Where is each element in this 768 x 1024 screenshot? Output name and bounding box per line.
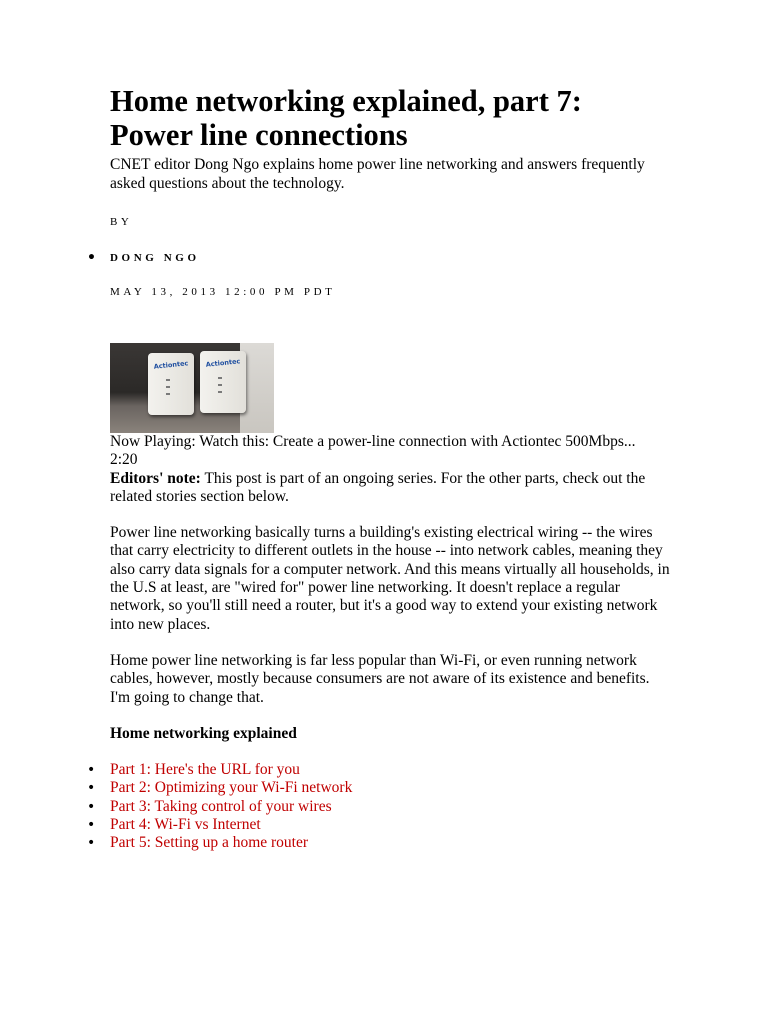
article-dek: CNET editor Dong Ngo explains home power line networking and answers frequently asked questions about the technology. bbox=[110, 156, 645, 192]
list-item bbox=[87, 834, 670, 852]
device-logo: Actiontec bbox=[153, 359, 189, 371]
editors-note bbox=[110, 470, 670, 507]
device-logo: Actiontec bbox=[205, 357, 241, 369]
publish-date: MAY 13, 2013 12:00 PM PDT bbox=[110, 286, 336, 298]
author-list-item bbox=[87, 250, 670, 266]
series-link-part-5[interactable]: Part 5: Setting up a home router bbox=[110, 834, 309, 852]
video-thumbnail[interactable] bbox=[110, 343, 274, 433]
title-line-1: Home networking explained, part 7: bbox=[110, 84, 582, 118]
body-paragraph: Power line networking basically turns a building's existing electrical wiring -- the wires that carry electricity to different outlets in the house -- into network cables, meaning they also carry data signals for a computer network. And this means virtually all households, in the U.S at least, are "wired for" power line networking. It doesn't replace a regular network, so you'll still need a router, but it's a good way to extend your existing network into new places. bbox=[110, 524, 670, 633]
series-heading: Home networking explained bbox=[110, 724, 297, 742]
video-duration: 2:20 bbox=[110, 451, 138, 469]
article-title bbox=[110, 84, 670, 152]
now-playing-caption[interactable]: Now Playing: Watch this: Create a power-line connection with Actiontec 500Mbps... bbox=[110, 433, 636, 450]
byline-label: BY bbox=[110, 216, 133, 228]
author-name[interactable]: DONG NGO bbox=[110, 252, 200, 264]
bullet-icon: • bbox=[87, 798, 96, 815]
list-item bbox=[87, 816, 670, 834]
powerline-adapter-image bbox=[148, 353, 194, 415]
series-link-part-1[interactable]: Part 1: Here's the URL for you bbox=[110, 761, 300, 779]
article bbox=[87, 84, 670, 853]
title-line-2: Power line connections bbox=[110, 118, 408, 152]
series-link-part-3[interactable]: Part 3: Taking control of your wires bbox=[110, 797, 332, 815]
bullet-icon: • bbox=[87, 835, 96, 852]
bullet-icon: • bbox=[87, 780, 96, 797]
bullet-icon: • bbox=[87, 817, 96, 834]
series-link-part-4[interactable]: Part 4: Wi-Fi vs Internet bbox=[110, 816, 261, 834]
powerline-adapter-image bbox=[200, 351, 246, 413]
body-paragraph: Home power line networking is far less popular than Wi-Fi, or even running network cables, however, mostly because consumers are not aware of its existence and benefits. I'm going to change that. bbox=[110, 651, 650, 706]
series-link-part-2[interactable]: Part 2: Optimizing your Wi-Fi network bbox=[110, 779, 353, 797]
list-item bbox=[87, 761, 670, 779]
series-link-list bbox=[87, 761, 670, 852]
list-item bbox=[87, 779, 670, 797]
editors-note-text: This post is part of an ongoing series. For the other parts, check out the related stories section below. bbox=[110, 469, 646, 505]
bullet-icon: • bbox=[87, 250, 100, 266]
bullet-icon: • bbox=[87, 762, 96, 779]
editors-note-label: Editors' note: bbox=[110, 469, 201, 487]
list-item bbox=[87, 797, 670, 816]
